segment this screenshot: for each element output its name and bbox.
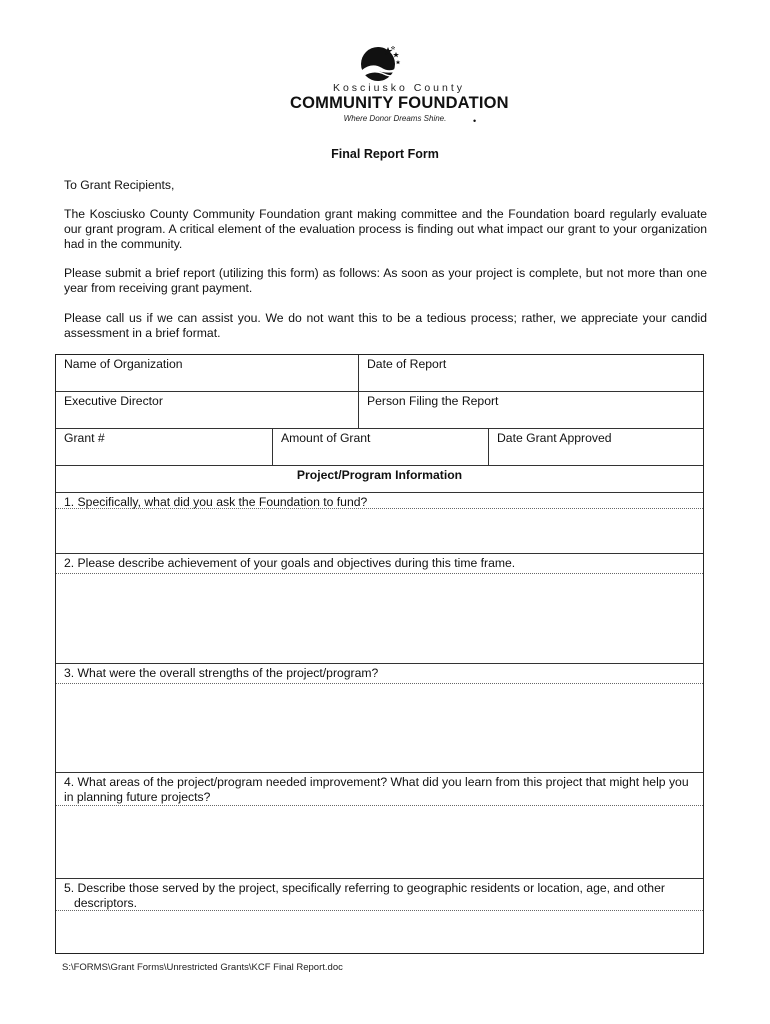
question-5 (56, 879, 703, 911)
intro-paragraph: The Kosciusko County Community Foundation grant making committee and the Foundation board regularly evaluate our grant program. A critical element of the evaluation process is finding out what impact our grant to your organization had in the community. (64, 207, 707, 251)
greeting: To Grant Recipients, (64, 178, 175, 192)
grant-number-field[interactable] (56, 429, 272, 465)
section-title: Project/Program Information (296, 468, 463, 482)
grant-number-label: Grant # (64, 431, 105, 445)
person-filing-label: Person Filing the Report (367, 394, 499, 408)
person-filing-field[interactable] (358, 392, 705, 428)
submission-paragraph: Please submit a brief report (utilizing this form) as follows: As soon as your project is complete, but not more than one year from receiving grant payment. (64, 266, 707, 295)
question-4-text: 4. What areas of the project/program needed improvement? What did you learn from this project that might help you in planning future projects? (64, 775, 689, 804)
logo-tagline: Where Donor Dreams Shine. (343, 114, 447, 123)
report-form-table (55, 354, 704, 954)
row-organization (56, 355, 703, 392)
logo-county-text: Kosciusko County (332, 82, 466, 94)
executive-director-label: Executive Director (64, 394, 163, 408)
logo-star-dot: • (473, 116, 477, 126)
grant-amount-field[interactable] (272, 429, 488, 465)
organization-field[interactable] (56, 355, 358, 391)
answer-3-field[interactable] (56, 684, 703, 773)
page-title: Final Report Form (331, 147, 439, 161)
date-approved-field[interactable] (488, 429, 705, 465)
report-date-field[interactable] (358, 355, 705, 391)
question-3-text: 3. What were the overall strengths of the project/program? (64, 666, 379, 680)
answer-2-field[interactable] (56, 574, 703, 664)
question-5-continuation: descriptors. (74, 896, 137, 910)
date-approved-label: Date Grant Approved (497, 431, 612, 445)
question-5-text: 5. Describe those served by the project, specifically referring to geographic residents or location, age, and other (64, 881, 665, 895)
row-grant (56, 429, 703, 466)
answer-5-field[interactable] (56, 911, 703, 953)
question-1 (56, 493, 703, 509)
answer-4-field[interactable] (56, 806, 703, 879)
logo-emblem-icon (358, 44, 404, 84)
section-header (56, 466, 703, 493)
executive-director-field[interactable] (56, 392, 358, 428)
grant-amount-label: Amount of Grant (281, 431, 371, 445)
organization-label: Name of Organization (64, 357, 183, 371)
question-3 (56, 664, 703, 684)
question-2 (56, 554, 703, 574)
question-1-text: 1. Specifically, what did you ask the Foundation to fund? (64, 495, 368, 509)
question-2-text: 2. Please describe achievement of your goals and objectives during this time frame. (64, 556, 516, 570)
logo-name-text: COMMUNITY FOUNDATION (290, 94, 509, 112)
row-director (56, 392, 703, 429)
report-date-label: Date of Report (367, 357, 447, 371)
file-path-footer: S:\FORMS\Grant Forms\Unrestricted Grants\KCF Final Report.doc (62, 962, 343, 973)
contact-paragraph: Please call us if we can assist you. We do not want this to be a tedious process; rather, we appreciate your candid assessment in a brief format. (64, 311, 707, 340)
question-4 (56, 773, 703, 806)
foundation-logo (290, 44, 509, 130)
answer-1-field[interactable] (56, 509, 703, 554)
